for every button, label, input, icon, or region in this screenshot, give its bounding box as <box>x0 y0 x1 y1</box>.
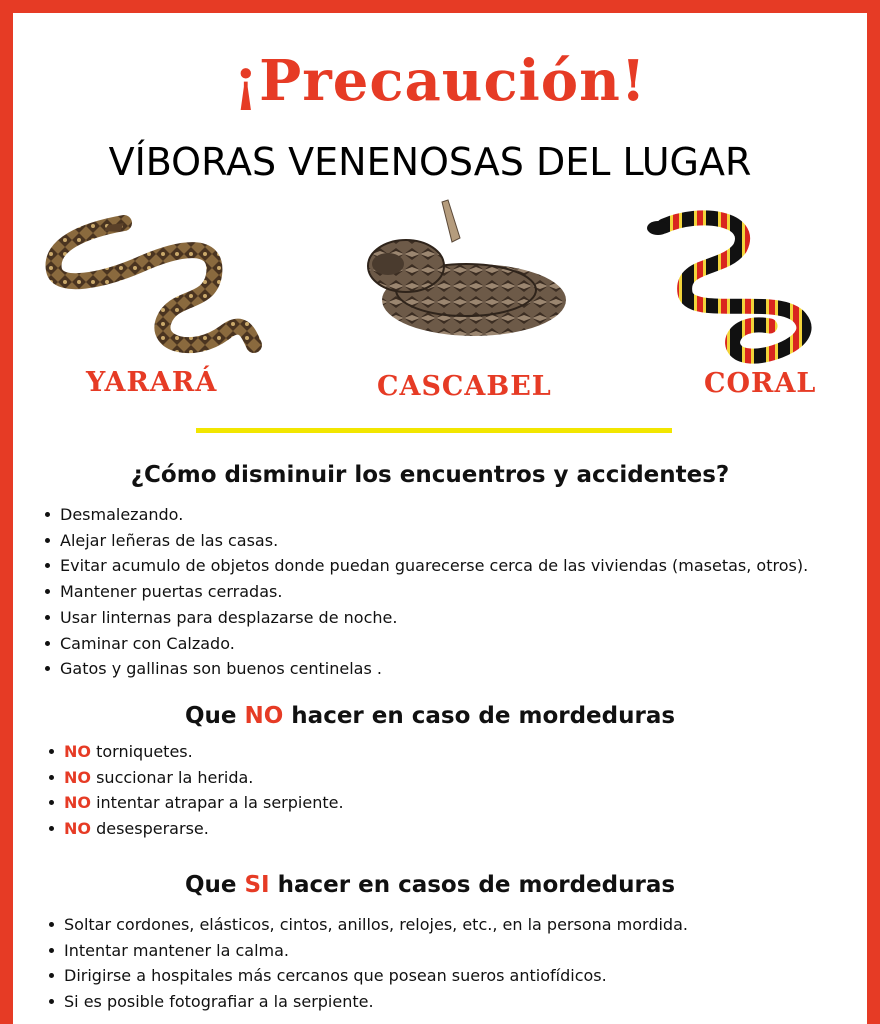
list-item <box>46 739 344 765</box>
list-item: Desmalezando. <box>42 502 808 528</box>
dont-list <box>46 739 344 842</box>
do-heading <box>0 872 860 898</box>
snake-label-coral: CORAL <box>704 368 817 399</box>
snake-label-cascabel: CASCABEL <box>377 371 552 402</box>
section-divider <box>196 428 672 433</box>
dont-item-text: desesperarse. <box>91 819 209 839</box>
yarara-snake-image <box>44 205 269 365</box>
do-heading-keyword: SI <box>244 872 270 898</box>
no-keyword: NO <box>64 819 91 839</box>
dont-heading-pre: Que <box>184 703 245 729</box>
page-title: ¡Precaución! <box>233 48 647 114</box>
dont-item-text: torniquetes. <box>91 742 193 761</box>
list-item: Evitar acumulo de objetos donde puedan guarecerse cerca de las viviendas (masetas, otros). <box>42 553 808 579</box>
no-keyword: NO <box>64 767 91 787</box>
page-subtitle: VÍBORAS VENENOSAS DEL LUGAR <box>108 140 752 184</box>
list-item: Mantener puertas cerradas. <box>42 579 808 605</box>
dont-heading-post: hacer en caso de mordeduras <box>283 703 676 729</box>
prevention-list <box>42 502 808 682</box>
list-item: Intentar mantener la calma. <box>46 938 688 964</box>
no-keyword: NO <box>64 793 91 813</box>
list-item <box>46 790 344 816</box>
list-item: Alejar leñeras de las casas. <box>42 528 808 554</box>
dont-item-text: intentar atrapar a la serpiente. <box>91 793 344 813</box>
list-item: Soltar cordones, elásticos, cintos, anillos, relojes, etc., en la persona mordida. <box>46 912 688 938</box>
list-item <box>46 816 344 842</box>
do-heading-post: hacer en casos de mordeduras <box>269 872 676 898</box>
cascabel-snake-image <box>356 198 571 343</box>
list-item <box>46 765 344 791</box>
list-item: Caminar con Calzado. <box>42 631 808 657</box>
prevention-heading: ¿Cómo disminuir los encuentros y accidentes? <box>130 462 730 488</box>
no-keyword: NO <box>64 742 91 761</box>
snake-label-yarara: YARARÁ <box>86 367 218 398</box>
dont-heading-keyword: NO <box>244 703 284 729</box>
list-item: Dirigirse a hospitales más cercanos que posean sueros antiofídicos. <box>46 963 688 989</box>
list-item: Gatos y gallinas son buenos centinelas . <box>42 656 808 682</box>
do-heading-pre: Que <box>184 872 245 898</box>
coral-snake-image <box>640 208 835 368</box>
list-item: Usar linternas para desplazarse de noche. <box>42 605 808 631</box>
dont-item-text: succionar la herida. <box>91 767 254 787</box>
list-item: Si es posible fotografiar a la serpiente. <box>46 989 688 1015</box>
dont-heading <box>0 703 860 729</box>
do-list <box>46 912 688 1015</box>
